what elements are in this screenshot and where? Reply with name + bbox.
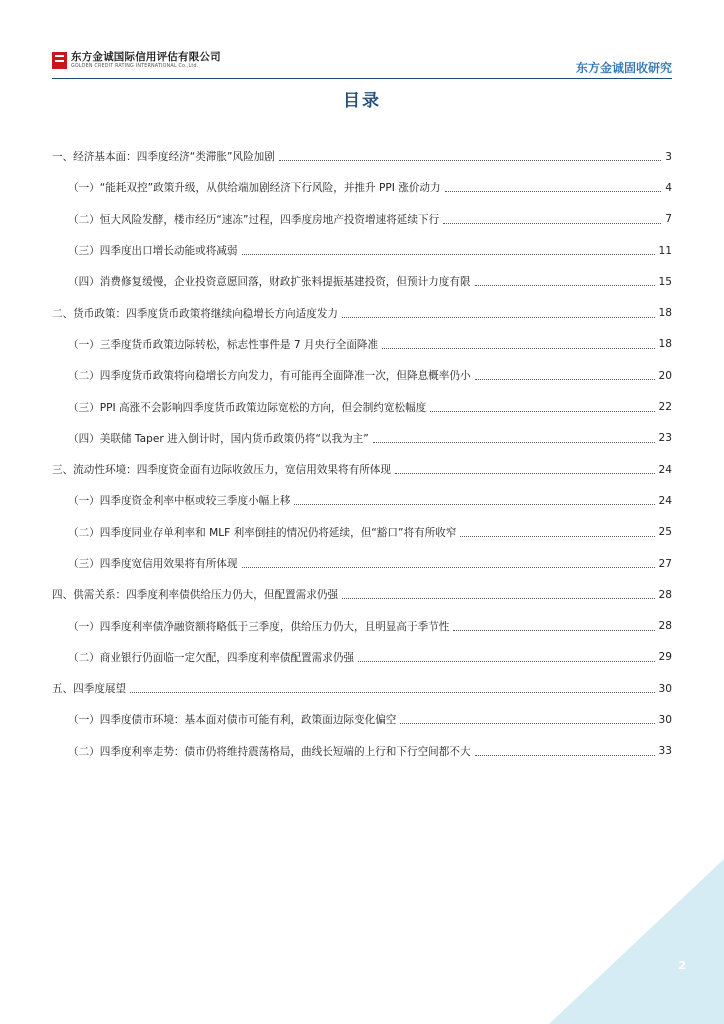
toc-dot-leader (294, 504, 654, 505)
toc-subsection-entry[interactable] (52, 360, 672, 391)
page-number: 2 (678, 959, 686, 972)
toc-entry-label: （二）四季度同业存单利率和 MLF 利率倒挂的情况仍将延续，但“豁口”将有所收窄 (68, 526, 457, 539)
toc-section-entry[interactable] (52, 673, 672, 704)
toc-entry-page: 20 (658, 369, 672, 382)
table-of-contents (52, 141, 672, 767)
toc-dot-leader (130, 692, 654, 693)
toc-dot-leader (475, 755, 655, 756)
toc-entry-page: 28 (658, 588, 672, 601)
toc-dot-leader (460, 536, 654, 537)
logo-text (71, 52, 221, 69)
toc-subsection-entry[interactable] (52, 423, 672, 454)
toc-dot-leader (373, 442, 655, 443)
toc-dot-leader (279, 160, 661, 161)
toc-entry-label: 二、货币政策：四季度货币政策将继续向稳增长方向适度发力 (52, 307, 339, 320)
toc-dot-leader (475, 379, 655, 380)
brand-label: 东方金诚固收研究 (575, 61, 672, 75)
toc-entry-page: 29 (658, 651, 672, 664)
toc-entry-page: 15 (658, 275, 672, 288)
toc-subsection-entry[interactable] (52, 517, 672, 548)
toc-dot-leader (400, 723, 654, 724)
toc-subsection-entry[interactable] (52, 610, 672, 641)
toc-entry-label: （二）四季度货币政策将向稳增长方向发力，有可能再全面降准一次，但降息概率仍小 (68, 370, 471, 383)
toc-section-entry[interactable] (52, 579, 672, 610)
toc-entry-page: 27 (658, 557, 672, 570)
toc-subsection-entry[interactable] (52, 642, 672, 673)
toc-entry-page: 18 (658, 307, 672, 320)
toc-entry-page: 30 (658, 682, 672, 695)
toc-entry-label: 五、四季度展望 (52, 683, 127, 696)
toc-subsection-entry[interactable] (52, 704, 672, 735)
toc-entry-page: 7 (665, 213, 672, 226)
toc-entry-page: 11 (658, 244, 672, 257)
toc-entry-label: （二）四季度利率走势：债市仍将维持震荡格局，曲线长短端的上行和下行空间都不大 (68, 745, 471, 758)
toc-dot-leader (453, 630, 654, 631)
toc-entry-page: 4 (665, 181, 672, 194)
toc-dot-leader (475, 285, 655, 286)
toc-entry-page: 33 (658, 745, 672, 758)
toc-dot-leader (445, 191, 662, 192)
toc-subsection-entry[interactable] (52, 235, 672, 266)
page-header (0, 0, 724, 80)
toc-dot-leader (358, 661, 654, 662)
toc-entry-page: 24 (658, 494, 672, 507)
toc-subsection-entry[interactable] (52, 204, 672, 235)
toc-subsection-entry[interactable] (52, 736, 672, 767)
toc-entry-label: （一）四季度债市环境：基本面对债市可能有利，政策面边际变化偏空 (68, 714, 397, 727)
header-divider (52, 78, 672, 79)
toc-section-entry[interactable] (52, 141, 672, 172)
toc-entry-label: 四、供需关系：四季度利率债供给压力仍大，但配置需求仍强 (52, 589, 339, 602)
toc-entry-label: （一）“能耗双控”政策升级，从供给端加剧经济下行风险，并推升 PPI 涨价动力 (68, 182, 441, 195)
toc-subsection-entry[interactable] (52, 485, 672, 516)
toc-entry-label: （二）恒大风险发酵，楼市经历“速冻”过程，四季度房地产投资增速将延续下行 (68, 213, 440, 226)
toc-entry-label: （一）四季度利率债净融资额将略低于三季度，供给压力仍大，且明显高于季节性 (68, 620, 450, 633)
toc-entry-label: （二）商业银行仍面临一定欠配，四季度利率债配置需求仍强 (68, 651, 355, 664)
toc-entry-page: 24 (658, 463, 672, 476)
toc-dot-leader (395, 473, 655, 474)
toc-entry-page: 3 (665, 150, 672, 163)
toc-entry-label: （一）三季度货币政策边际转松，标志性事件是 7 月央行全面降准 (68, 338, 379, 351)
company-name-cn: 东方金诚国际信用评估有限公司 (71, 51, 221, 63)
toc-entry-label: （一）四季度资金利率中枢或较三季度小幅上移 (68, 495, 291, 508)
toc-entry-label: 三、流动性环境：四季度资金面有边际收敛压力，宽信用效果将有所体现 (52, 464, 391, 477)
toc-entry-label: （四）消费修复缓慢，企业投资意愿回落，财政扩张料提振基建投资，但预计力度有限 (68, 276, 471, 289)
toc-entry-page: 25 (658, 526, 672, 539)
toc-section-entry[interactable] (52, 454, 672, 485)
toc-subsection-entry[interactable] (52, 329, 672, 360)
toc-entry-label: （三）四季度宽信用效果将有所体现 (68, 558, 238, 570)
toc-entry-page: 28 (658, 620, 672, 633)
toc-dot-leader (382, 348, 654, 349)
corner-decoration (549, 859, 724, 1024)
toc-subsection-entry[interactable] (52, 172, 672, 203)
toc-dot-leader (443, 223, 661, 224)
toc-subsection-entry[interactable] (52, 548, 672, 579)
company-name-en: GOLDEN CREDIT RATING INTERNATIONAL Co.,Ltd. (71, 63, 199, 69)
toc-dot-leader (430, 411, 654, 412)
toc-entry-label: （三）四季度出口增长动能或将减弱 (68, 245, 238, 258)
toc-entry-label: （四）美联储 Taper 进入倒计时，国内货币政策仍将“以我为主” (68, 432, 369, 445)
company-logo (52, 52, 221, 69)
toc-dot-leader (242, 254, 655, 255)
toc-entry-page: 18 (658, 338, 672, 351)
toc-entry-page: 22 (658, 401, 672, 414)
toc-subsection-entry[interactable] (52, 266, 672, 297)
logo-mark-icon (52, 52, 67, 69)
page-title: 目录 (343, 91, 381, 111)
toc-entry-label: 一、经济基本面：四季度经济“类滞胀”风险加剧 (52, 151, 275, 164)
toc-dot-leader (342, 598, 654, 599)
toc-section-entry[interactable] (52, 297, 672, 328)
toc-dot-leader (242, 567, 655, 568)
toc-dot-leader (342, 317, 654, 318)
toc-entry-label: （三）PPI 高涨不会影响四季度货币政策边际宽松的方向，但会制约宽松幅度 (68, 401, 427, 414)
toc-entry-page: 30 (658, 713, 672, 726)
toc-subsection-entry[interactable] (52, 391, 672, 422)
toc-entry-page: 23 (658, 432, 672, 445)
